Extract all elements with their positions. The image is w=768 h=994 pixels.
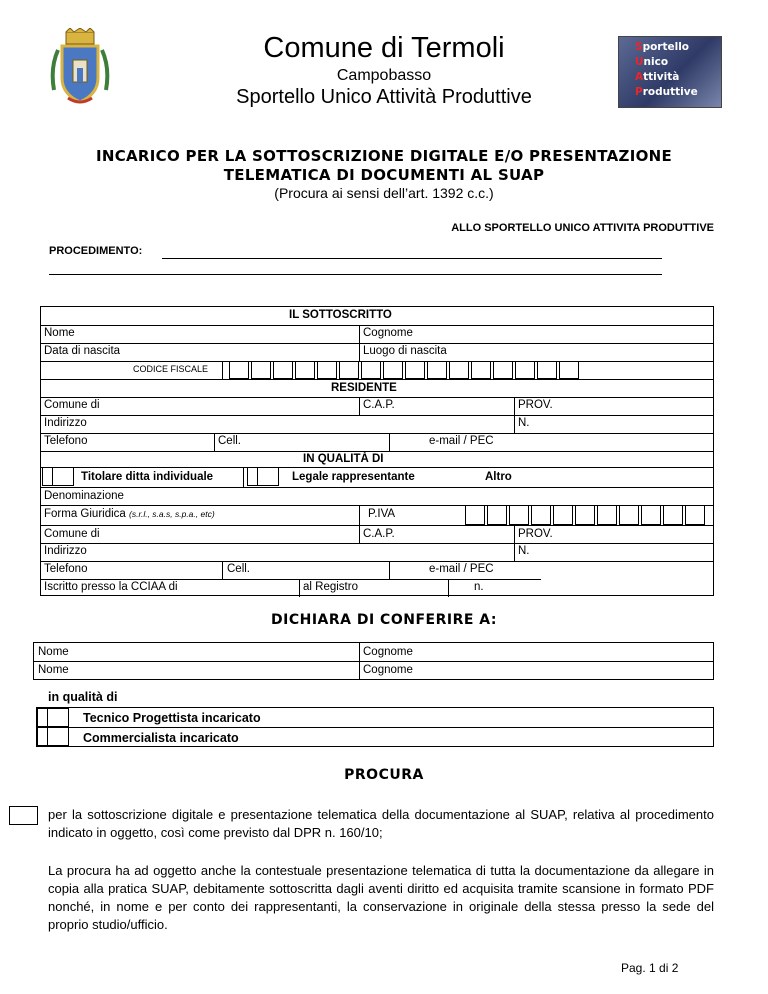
forma-hint: (s.r.l., s.a.s, s.p.a., etc) — [129, 509, 215, 519]
titolare-label: Titolare ditta individuale — [81, 471, 214, 483]
provincia-label: Campobasso — [336, 67, 432, 84]
procedimento-label: PROCEDIMENTO: — [49, 245, 143, 257]
sottoscritto-table — [40, 306, 714, 596]
suap-logo: Sportello Unico Attività Produttive — [618, 36, 722, 108]
ditta-cell-label: Cell. — [227, 563, 251, 575]
ditta-indirizzo-label: Indirizzo — [44, 545, 87, 557]
procura-checkbox[interactable] — [9, 806, 38, 825]
tecnico-checkbox[interactable] — [37, 708, 69, 727]
ditta-comune-label: Comune di — [44, 528, 100, 540]
section-qualita: IN QUALITÀ DI — [303, 453, 384, 465]
denominazione-label: Denominazione — [44, 490, 124, 502]
page-number: Pag. 1 di 2 — [621, 961, 679, 975]
forma-giuridica-label: Forma Giuridica (s.r.l., s.a.s, s.p.a., etc) — [44, 508, 215, 520]
piva-cells[interactable] — [465, 505, 715, 525]
ditta-numero-label: N. — [518, 545, 530, 557]
incaricato2-nome-label: Nome — [38, 664, 69, 676]
legale-label: Legale rappresentante — [292, 471, 415, 483]
commercialista-label: Commercialista incaricato — [83, 731, 239, 745]
codice-fiscale-label: CODICE FISCALE — [133, 364, 209, 374]
piva-label: P.IVA — [368, 508, 396, 520]
altro-label: Altro — [485, 471, 512, 483]
codice-fiscale-cells[interactable] — [229, 361, 589, 379]
procura-title: PROCURA — [344, 767, 424, 783]
data-nascita-label: Data di nascita — [44, 345, 121, 357]
legale-checkbox[interactable] — [247, 467, 279, 486]
procura-scope-text: La procura ha ad oggetto anche la contestuale presentazione telematica di tutta la documentazione da allegare in copia alla pratica SUAP, debitamente sottoscritta dagli aventi diritto ed acquisita tramite scansione in formato PDF nonché, in nome e per conto dei rappresentanti, la conservazione in originale della stessa presso la sede del proprio studio/ufficio. — [48, 863, 714, 932]
titolare-checkbox[interactable] — [42, 467, 74, 486]
procedimento-field-line1[interactable] — [162, 258, 662, 259]
ditta-telefono-label: Telefono — [44, 563, 88, 575]
cciaa-label: Iscritto presso la CCIAA di — [44, 581, 178, 593]
res-email-label: e-mail / PEC — [429, 435, 494, 447]
document-title-line2: TELEMATICA DI DOCUMENTI AL SUAP — [223, 166, 545, 184]
registro-label: al Registro — [303, 581, 358, 593]
n-label: n. — [474, 581, 484, 593]
res-numero-label: N. — [518, 417, 530, 429]
luogo-nascita-label: Luogo di nascita — [363, 345, 447, 357]
procedimento-field-line2[interactable] — [49, 274, 662, 275]
incaricati-table — [33, 642, 714, 680]
procura-text: per la sottoscrizione digitale e presentazione telematica della documentazione al SUAP, relativa al procedimento indicato in oggetto, così come previsto dal DPR n. 160/10; — [48, 807, 714, 840]
section-residente: RESIDENTE — [331, 382, 397, 394]
document-title-line1: INCARICO PER LA SOTTOSCRIZIONE DIGITALE E/O PRESENTAZIONE — [95, 147, 673, 165]
in-qualita-label: in qualità di — [48, 690, 118, 704]
section-sottoscritto: IL SOTTOSCRITTO — [289, 309, 392, 321]
res-comune-label: Comune di — [44, 399, 100, 411]
res-prov-label: PROV. — [518, 399, 553, 411]
res-cell-label: Cell. — [218, 435, 242, 447]
dichiara-title: DICHIARA DI CONFERIRE A: — [271, 612, 497, 628]
qualita-options-table — [36, 707, 714, 747]
incaricato1-nome-label: Nome — [38, 646, 69, 658]
res-indirizzo-label: Indirizzo — [44, 417, 87, 429]
tecnico-label: Tecnico Progettista incaricato — [83, 711, 261, 725]
ditta-prov-label: PROV. — [518, 528, 553, 540]
sportello-label: Sportello Unico Attività Produttive — [236, 86, 532, 108]
incaricato2-cognome-label: Cognome — [363, 664, 413, 676]
incaricato1-cognome-label: Cognome — [363, 646, 413, 658]
addressee: ALLO SPORTELLO UNICO ATTIVITA PRODUTTIVE — [451, 222, 714, 234]
res-telefono-label: Telefono — [44, 435, 88, 447]
ditta-cap-label: C.A.P. — [363, 528, 395, 540]
commercialista-checkbox[interactable] — [37, 727, 69, 746]
document-subtitle: (Procura ai sensi dell’art. 1392 c.c.) — [274, 185, 494, 201]
comune-title: Comune di Termoli — [263, 32, 505, 64]
nome-label: Nome — [44, 327, 75, 339]
ditta-email-label: e-mail / PEC — [429, 563, 494, 575]
res-cap-label: C.A.P. — [363, 399, 395, 411]
cognome-label: Cognome — [363, 327, 413, 339]
